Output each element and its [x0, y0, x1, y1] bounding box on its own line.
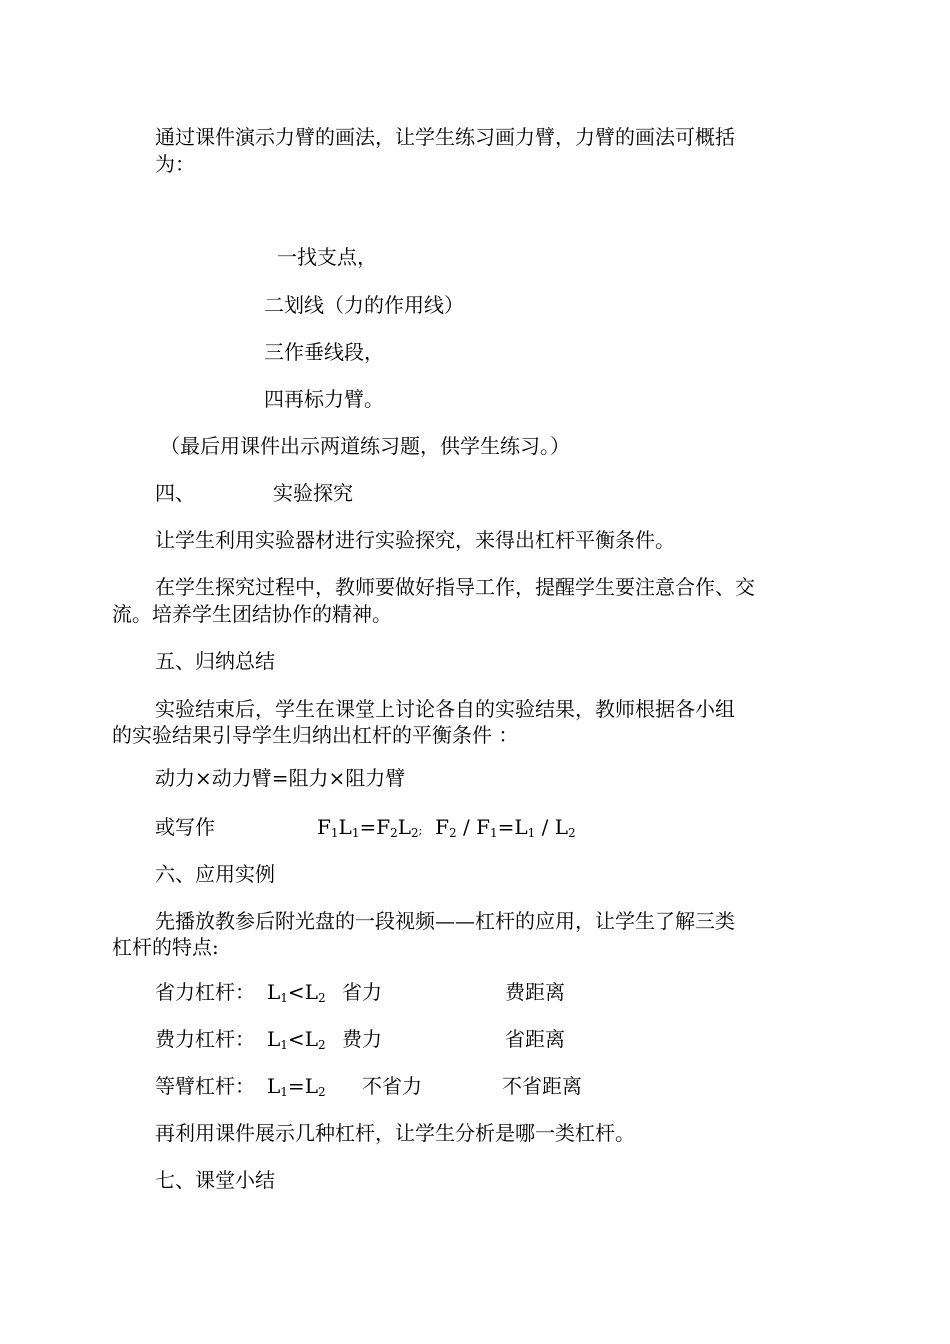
lever-1-relation: < [287, 980, 305, 1004]
lever-1-effect: 省力 [342, 980, 382, 1004]
section-5-paragraph-line-1: 实验结束后，学生在课堂上讨论各自的实验结果，教师根据各小组 [155, 697, 735, 721]
section-4-paragraph-2-line-1: 在学生探究过程中，教师要做好指导工作，提醒学生要注意合作、交 [155, 575, 755, 599]
balance-formula-symbols: $F_1L_1=F_2L_2$; $F_2 / F_1=L_1 / L_2$ [317, 815, 576, 840]
section-6-closing: 再利用课件展示几种杠杆，让学生分析是哪一类杠杆。 [155, 1121, 635, 1145]
lever-3-effect: 不省力 [362, 1074, 422, 1098]
section-5-title: 五、归纳总结 [155, 649, 275, 673]
section-4-paragraph-1: 让学生利用实验器材进行实验探究，来得出杠杆平衡条件。 [155, 528, 675, 552]
section-4-paragraph-2-line-2: 流。培养学生团结协作的精神。 [112, 602, 392, 626]
step-2: 二划线（力的作用线） [264, 293, 464, 317]
balance-formula-words: 动力×动力臂=阻力×阻力臂 [155, 766, 406, 790]
intro-line-1: 通过课件演示力臂的画法，让学生练习画力臂，力臂的画法可概括 [155, 125, 735, 149]
lever-3-name: 等臂杠杆： [155, 1074, 255, 1098]
section-4-number: 四、 [155, 481, 195, 505]
section-6-paragraph-line-1: 先播放教参后附光盘的一段视频——杠杆的应用，让学生了解三类 [155, 909, 735, 933]
lever-2-name: 费力杠杆： [155, 1027, 255, 1051]
section-6-title: 六、应用实例 [155, 862, 275, 886]
step-4: 四再标力臂。 [264, 387, 384, 411]
lever-3-condition: $L_1=L_2$ [267, 1074, 326, 1099]
lever-1-distance: 费距离 [505, 980, 565, 1004]
lever-2-condition: $L_1<L_2$ [267, 1027, 326, 1052]
exercise-note: （最后用课件出示两道练习题，供学生练习。） [160, 434, 570, 458]
lever-1-name: 省力杠杆： [155, 980, 255, 1004]
lever-1-condition: $L_1<L_2$ [267, 980, 326, 1005]
section-7-title: 七、课堂小结 [155, 1168, 275, 1192]
step-1: 一找支点， [277, 245, 377, 269]
section-4-title: 实验探究 [273, 481, 353, 505]
lever-2-distance: 省距离 [505, 1027, 565, 1051]
intro-line-2: 为： [155, 152, 195, 176]
lever-3-relation: = [287, 1074, 305, 1098]
section-6-paragraph-line-2: 杠杆的特点: [112, 935, 219, 959]
lever-3-distance: 不省距离 [502, 1074, 582, 1098]
step-3: 三作垂线段， [264, 340, 384, 364]
section-5-paragraph-line-2: 的实验结果引导学生归纳出杠杆的平衡条件 ： [112, 723, 519, 747]
lever-2-relation: < [287, 1027, 305, 1051]
lever-2-effect: 费力 [342, 1027, 382, 1051]
balance-formula-label: 或写作 [155, 815, 215, 839]
